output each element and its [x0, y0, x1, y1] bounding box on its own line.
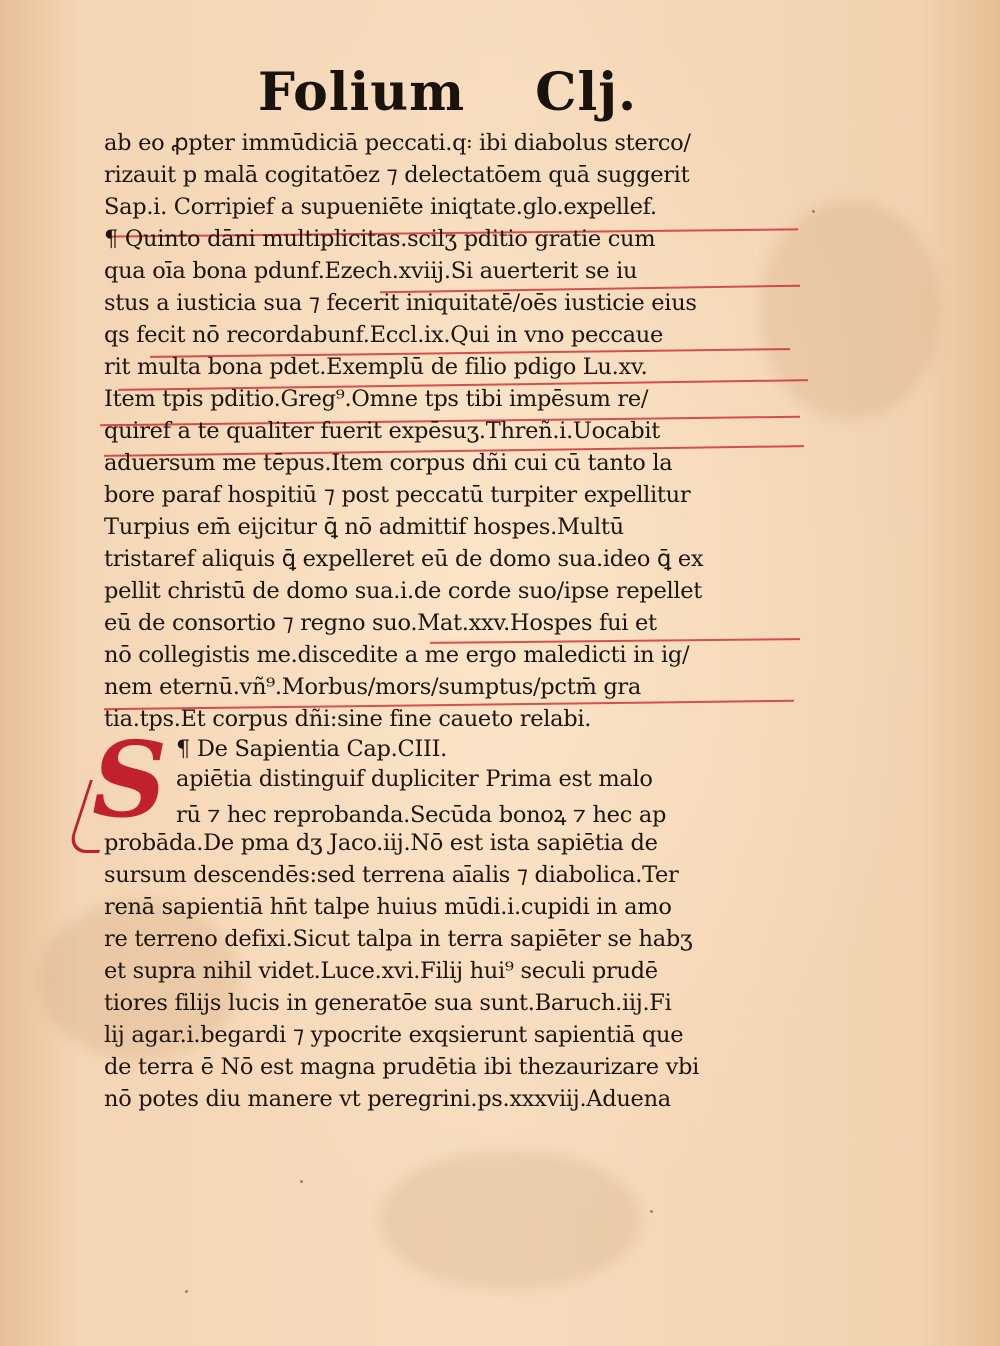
text-line: rit multa bona pdet.Exemplū de filio pdigo Lu.xv.	[104, 354, 648, 380]
text-line: tia.tps.Et corpus dñi:sine fine caueto relabi.	[104, 706, 592, 732]
text-line: de terra ē Nō est magna prudētia ibi thezaurizare vbi	[104, 1054, 700, 1080]
folio-title: Folium	[258, 62, 466, 123]
text-line: qs fecit nō recordabunf.Eccl.ix.Qui in vno peccaue	[104, 322, 663, 348]
text-line: probāda.De pma dʒ Jaco.iij.Nō est ista sapiētia de	[104, 830, 658, 856]
text-line: bore paraf hospitiū ⁊ post peccatū turpiter expellitur	[104, 482, 691, 508]
text-line: Turpius em̄ eijcitur ꝗ̄ nō admittif hospes.Multū	[104, 514, 624, 540]
text-line: qua oīa bona pdunf.Ezech.xviij.Si auerterit se iu	[104, 258, 638, 284]
text-line: rizauit p malā cogitatōez ⁊ delectatōem quā suggerit	[104, 162, 690, 188]
folio-header	[258, 62, 638, 123]
text-line: aduersum me tēpus.Item corpus dñi cui cū tanto la	[104, 450, 673, 476]
text-line: tiores filijs lucis in generatōe sua sunt.Baruch.iij.Fi	[104, 990, 672, 1016]
folio-number: Clj.	[535, 62, 638, 123]
text-line: ¶ Quinto dāni multiplicitas.scilʒ pditio gratie cum	[104, 226, 656, 252]
text-line: et supra nihil videt.Luce.xvi.Filij hui⁹ seculi prudē	[104, 958, 658, 984]
text-line: sursum descendēs:sed terrena aīalis ⁊ diabolica.Ter	[104, 862, 679, 888]
text-line: stus a iusticia sua ⁊ fecerit iniquitatē/oēs iusticie eius	[104, 290, 697, 316]
text-line: apiētia distinguif dupliciter Prima est malo	[176, 766, 653, 792]
text-line: ab eo ꝓpter immūdiciā peccati.q꞉ ibi diabolus sterco/	[104, 130, 691, 156]
text-line: pellit christū de domo sua.i.de corde suo/ipse repellet	[104, 578, 703, 604]
text-line: renā sapientiā hn̄t talpe huius mūdi.i.cupidi in amo	[104, 894, 672, 920]
text-line: eū de consortio ⁊ regno suo.Mat.xxv.Hospes fui et	[104, 610, 657, 636]
text-line: rū ⁊ hec reprobanda.Secūda bonoꝝ ⁊ hec ap	[176, 802, 667, 828]
text-line: lij agar.i.begardi ⁊ ypocrite exqsierunt sapientiā que	[104, 1022, 684, 1048]
text-line: quiref a te qualiter fuerit expēsuʒ.Threñ.i.Uocabit	[104, 418, 661, 444]
text-line: re terreno defixi.Sicut talpa in terra sapiēter se habʒ	[104, 926, 693, 952]
paper-stain	[760, 200, 940, 420]
text-line: tristaref aliquis ꝗ̄ expelleret eū de domo sua.ideo ꝗ̄ ex	[104, 546, 704, 572]
text-line: nō collegistis me.discedite a me ergo maledicti in ig/	[104, 642, 690, 668]
chapter-heading: ¶ De Sapientia Cap.CIII.	[176, 736, 448, 762]
paper-stain	[380, 1150, 640, 1290]
text-line: nō potes diu manere vt peregrini.ps.xxxviij.Aduena	[104, 1086, 671, 1112]
text-line: Item tpis pditio.Greg⁹.Omne tps tibi impēsum re/	[104, 386, 649, 412]
text-line: Sap.i. Corripief a supueniēte iniqtate.glo.expellef.	[104, 194, 657, 220]
decorated-initial: S	[92, 718, 168, 841]
text-line: nem eternū.vñ⁹.Morbus/mors/sumptus/pctm̄ gra	[104, 674, 641, 700]
